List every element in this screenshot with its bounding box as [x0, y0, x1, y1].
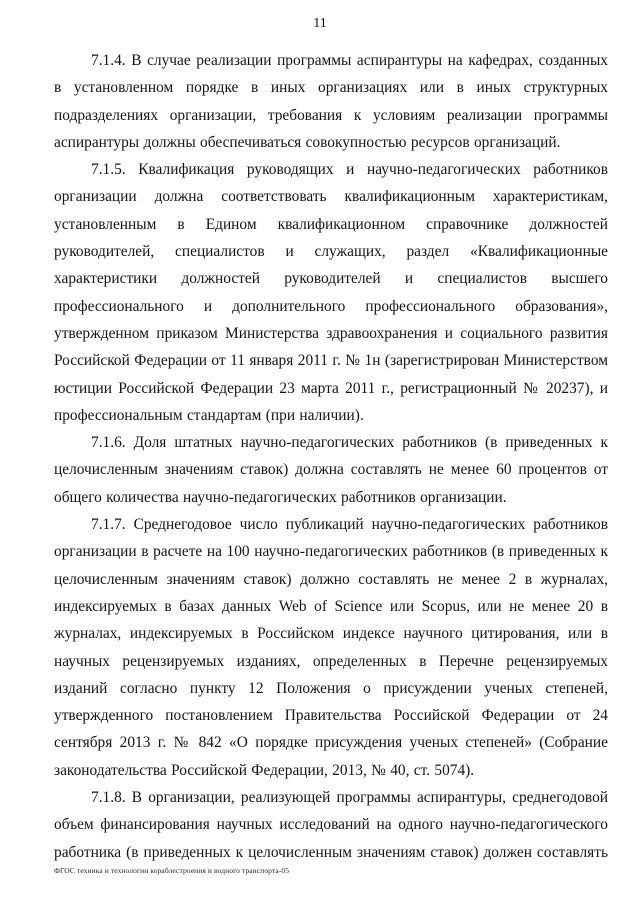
page-footer: ФГОС техника и технологии кораблестроения и водного транспорта-05: [54, 866, 290, 875]
page-number: 11: [313, 16, 327, 31]
paragraph-7-1-4: 7.1.4. В случае реализации программы аспирантуры на кафедрах, созданных в установленном порядке в иных организациях или в иных структурных подразделениях организации, требования к условиям реализации программы аспирантуры должны обеспечиваться совокупностью ресурсов организаций.: [54, 52, 608, 151]
paragraph-7-1-8: 7.1.8. В организации, реализующей программы аспирантуры, среднегодовой объем финансирования научных исследований на одного научно-педагогического работника (в приведенных к целочисленным значениям ставок) должен составлять: [54, 789, 608, 861]
paragraph-7-1-5: 7.1.5. Квалификация руководящих и научно-педагогических работников организации должна соответствовать квалификационным характеристикам, установленным в Едином квалификационном справочнике должностей руководителей, специалистов и служащих, раздел «Квалификационные характеристики должностей руководителей и специалистов высшего профессионального и дополнительного профессионального образования», утвержденном приказом Министерства здравоохранения и социального развития Российской Федерации от 11 января 2011 г. № 1н (зарегистрирован Министерством юстиции Российской Федерации 23 марта 2011 г., регистрационный № 20237), и профессиональным стандартам (при наличии).: [54, 161, 608, 424]
document-body: [54, 47, 608, 866]
paragraph-7-1-6: 7.1.6. Доля штатных научно-педагогических работников (в приведенных к целочисленным значениям ставок) должна составлять не менее 60 процентов от общего количества научно-педагогических работников организации.: [54, 434, 608, 506]
paragraph-7-1-7: 7.1.7. Среднегодовое число публикаций научно-педагогических работников организации в расчете на 100 научно-педагогических работников (в приведенных к целочисленным значениям ставок) должно составлять не менее 2 в журналах, индексируемых в базах данных Web of Science или Scopus, или не менее 20 в журналах, индексируемых в Российском индексе научного цитирования, или в научных рецензируемых изданиях, определенных в Перечне рецензируемых изданий согласно пункту 12 Положения о присуждении ученых степеней, утвержденного постановлением Правительства Российской Федерации от 24 сентября 2013 г. № 842 «О порядке присуждения ученых степеней» (Собрание законодательства Российской Федерации, 2013, № 40, ст. 5074).: [54, 516, 608, 779]
